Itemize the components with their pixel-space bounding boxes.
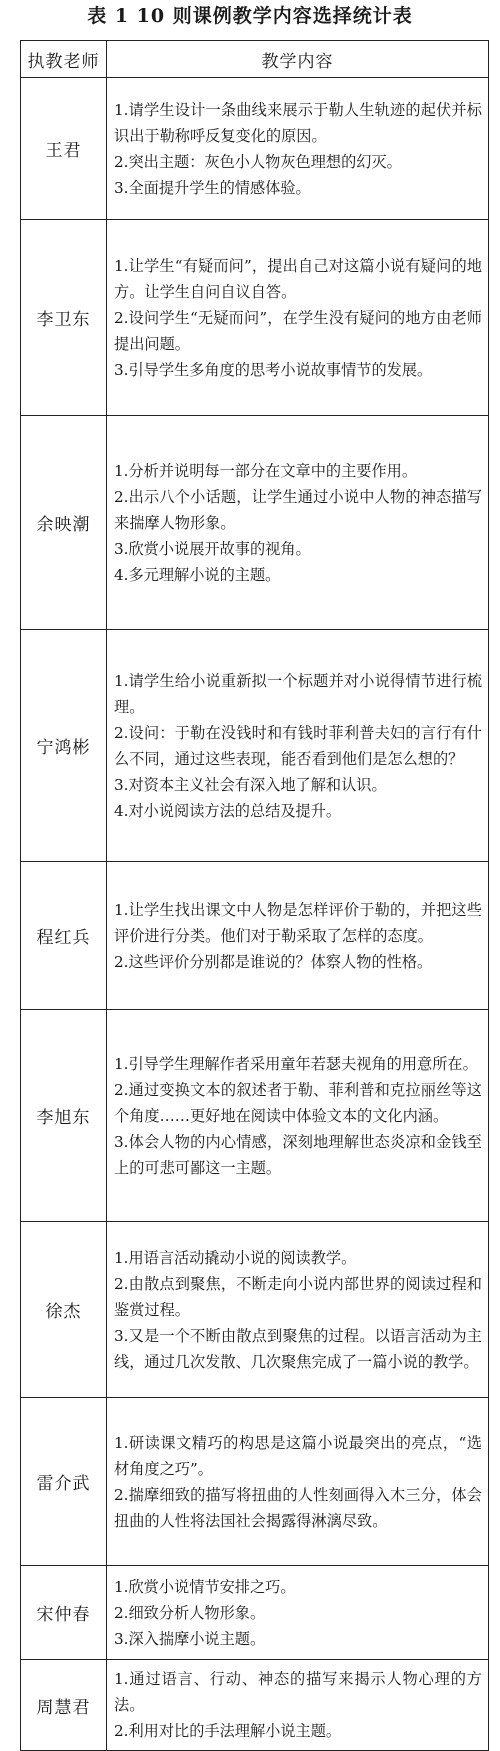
content-cell [107,1660,489,1751]
table-row [21,1398,489,1566]
table-row [21,78,489,220]
teacher-cell: 雷介武 [21,1398,107,1566]
content-item: 2.由散点到聚焦，不断走向小说内部世界的阅读过程和鉴赏过程。 [114,1274,482,1319]
table-header-row [21,41,489,78]
teacher-cell: 余映潮 [21,416,107,630]
table-caption: 表 1 10 则课例教学内容选择统计表 [87,5,413,27]
teaching-content-table [20,40,489,1751]
table-body [21,78,489,1751]
content-cell [107,1566,489,1660]
content-item: 1.欣赏小说情节安排之巧。 [114,1577,296,1596]
content-item: 2.出示八个小话题，让学生通过小说中人物的神态描写来揣摩人物形象。 [114,487,482,532]
content-item: 1.分析并说明每一部分在文章中的主要作用。 [114,461,418,480]
content-item: 2.突出主题：灰色小人物灰色理想的幻灭。 [114,152,402,171]
content-item: 2.设问：于勒在没钱时和有钱时菲利普夫妇的言行有什么不同，通过这些表现，能否看到他们是怎么想的？ [114,723,482,768]
content-item: 2.设问学生“无疑而问”，在学生没有疑问的地方由老师提出问题。 [114,308,482,353]
header-teacher: 执教老师 [21,41,107,78]
teacher-cell: 王君 [21,78,107,220]
content-item: 2.揣摩细致的描写将扭曲的人性刻画得入木三分，体会扭曲的人性将法国社会揭露得淋漓尽致。 [114,1485,482,1530]
content-item: 1.让学生找出课文中人物是怎样评价于勒的，并把这些评价进行分类。他们对于勒采取了怎样的态度。 [114,900,482,945]
teacher-cell: 李旭东 [21,1010,107,1222]
content-item: 3.引导学生多角度的思考小说故事情节的发展。 [114,360,433,379]
table-row [21,1660,489,1751]
content-item: 2.这些评价分别都是谁说的？体察人物的性格。 [114,952,433,971]
content-item: 3.又是一个不断由散点到聚焦的过程。以语言活动为主线，通过几次发散、几次聚焦完成了一篇小说的教学。 [114,1326,482,1371]
content-item: 1.引导学生理解作者采用童年若瑟夫视角的用意所在。 [114,1054,478,1073]
content-item: 1.通过语言、行动、神态的描写来揭示人物心理的方法。 [114,1670,482,1714]
content-item: 3.欣赏小说展开故事的视角。 [114,539,311,558]
content-cell [107,1010,489,1222]
content-item: 1.请学生设计一条曲线来展示于勒人生轨迹的起伏并标识出于勒称呼反复变化的原因。 [114,100,482,145]
table-row [21,862,489,1010]
teacher-cell: 宁鸿彬 [21,630,107,862]
content-item: 1.让学生“有疑而问”，提出自己对这篇小说有疑问的地方。让学生自问自议自答。 [114,256,482,301]
content-cell [107,78,489,220]
content-item: 3.体会人物的内心情感，深刻地理解世态炎凉和金钱至上的可悲可鄙这一主题。 [114,1132,482,1177]
content-item: 1.请学生给小说重新拟一个标题并对小说得情节进行梳理。 [114,671,482,716]
content-cell [107,630,489,862]
content-item: 3.全面提升学生的情感体验。 [114,178,311,197]
teacher-cell: 李卫东 [21,220,107,416]
content-item: 4.对小说阅读方法的总结及提升。 [114,801,342,820]
table-row [21,1566,489,1660]
table-row [21,416,489,630]
content-cell [107,1222,489,1398]
content-item: 4.多元理解小说的主题。 [114,565,281,584]
content-item: 1.研读课文精巧的构思是这篇小说最突出的亮点，“选材角度之巧”。 [114,1433,482,1478]
table-row [21,1010,489,1222]
content-item: 3.深入揣摩小说主题。 [114,1629,266,1648]
content-item: 2.细致分析人物形象。 [114,1603,266,1622]
teacher-cell: 徐杰 [21,1222,107,1398]
content-cell [107,862,489,1010]
content-cell [107,1398,489,1566]
table-row [21,220,489,416]
teacher-cell: 周慧君 [21,1660,107,1751]
content-cell [107,416,489,630]
content-cell [107,220,489,416]
content-item: 2.利用对比的手法理解小说主题。 [114,1722,342,1740]
table-row [21,630,489,862]
teacher-cell: 宋仲春 [21,1566,107,1660]
header-content: 教学内容 [107,41,489,78]
content-item: 1.用语言活动撬动小说的阅读教学。 [114,1248,357,1267]
content-item: 3.对资本主义社会有深入地了解和认识。 [114,775,387,794]
teacher-cell: 程红兵 [21,862,107,1010]
content-item: 2.通过变换文本的叙述者于勒、菲利普和克拉丽丝等这个角度……更好地在阅读中体验文本的文化内涵。 [114,1080,482,1125]
table-row [21,1222,489,1398]
